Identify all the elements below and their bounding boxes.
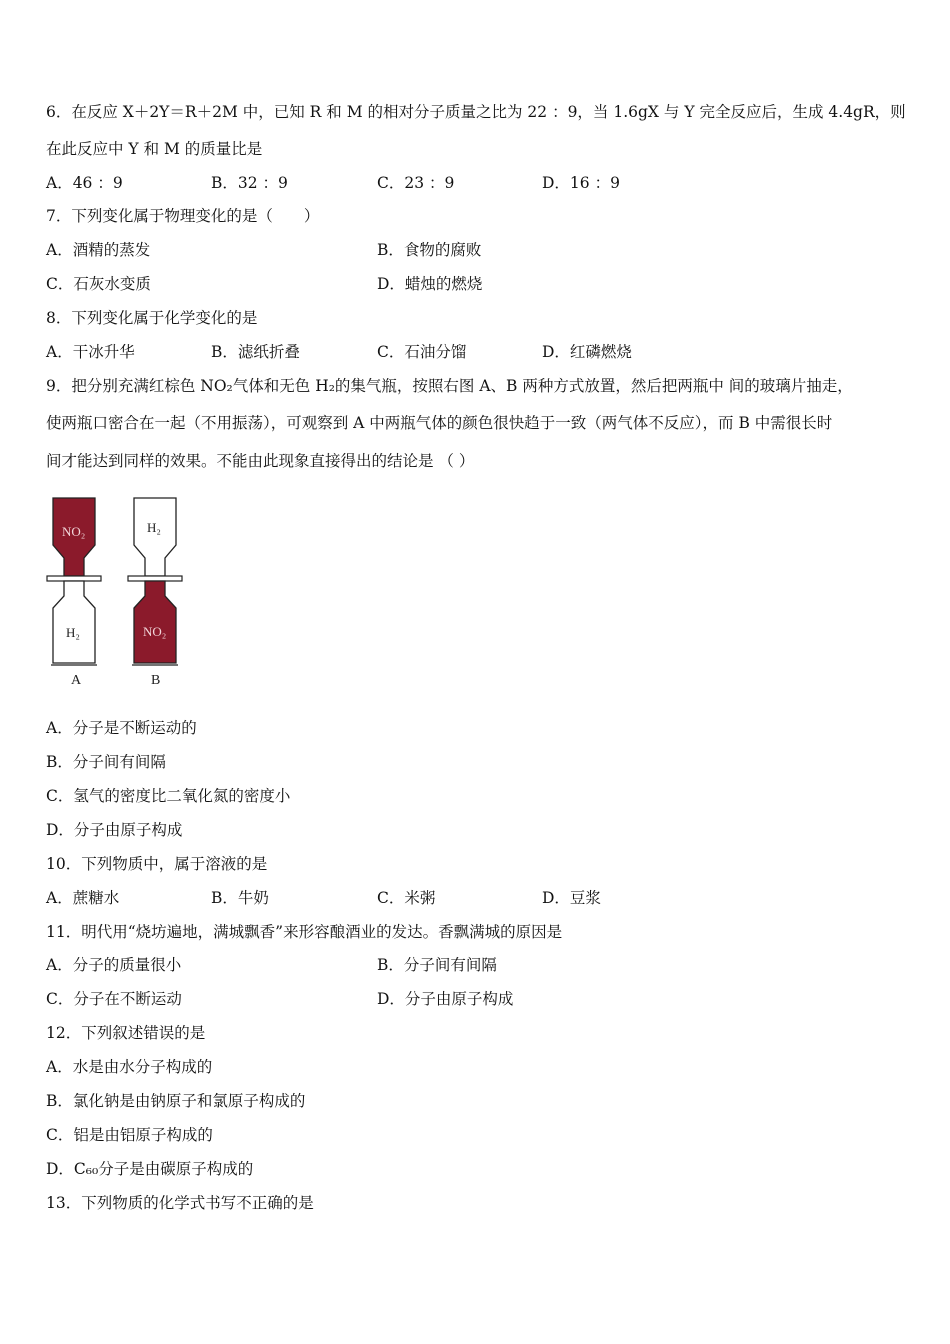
q10-stem: 10．下列物质中，属于溶液的是 bbox=[46, 855, 268, 873]
q8-option-d[interactable]: D．红磷燃烧 bbox=[542, 343, 632, 361]
q6-option-a[interactable]: A．46 ：9 bbox=[46, 174, 123, 192]
bottle-b-bottom-label: NO₂ bbox=[143, 624, 167, 639]
q6-option-b[interactable]: B．32 ：9 bbox=[211, 174, 288, 192]
q7-option-a[interactable]: A．酒精的蒸发 bbox=[46, 241, 151, 259]
q6-stem-line1: 6．在反应 X＋2Y＝R＋2M 中，已知 R 和 M 的相对分子质量之比为 22 ：9，当 1.6gX 与 Y 完全反应后，生成 4.4gR，则 bbox=[46, 103, 906, 121]
q8-stem: 8．下列变化属于化学变化的是 bbox=[46, 309, 258, 327]
q6-stem-line2: 在此反应中 Y 和 M 的质量比是 bbox=[46, 140, 263, 158]
q11-option-d[interactable]: D．分子由原子构成 bbox=[377, 990, 514, 1008]
bottle-setup-a bbox=[47, 498, 101, 688]
q10-option-a[interactable]: A．蔗糖水 bbox=[46, 889, 120, 907]
q12-option-a[interactable]: A．水是由水分子构成的 bbox=[46, 1058, 213, 1076]
q9-option-a[interactable]: A．分子是不断运动的 bbox=[46, 719, 197, 737]
bottle-a-bottom-label: H₂ bbox=[66, 625, 80, 640]
q6-option-d[interactable]: D．16 ：9 bbox=[542, 174, 620, 192]
bottle-b-top-label: H₂ bbox=[147, 520, 161, 535]
q9-stem-line2: 使两瓶口密合在一起（不用振荡），可观察到 A 中两瓶气体的颜色很快趋于一致（两气体不反应），而 B 中需很长时 bbox=[46, 414, 833, 432]
q11-option-a[interactable]: A．分子的质量很小 bbox=[46, 956, 182, 974]
q8-option-b[interactable]: B．滤纸折叠 bbox=[211, 343, 300, 361]
q7-option-d[interactable]: D．蜡烛的燃烧 bbox=[377, 275, 483, 293]
q12-option-c[interactable]: C．铝是由铝原子构成的 bbox=[46, 1126, 213, 1144]
q8-option-a[interactable]: A．干冰升华 bbox=[46, 343, 135, 361]
q12-option-b[interactable]: B．氯化钠是由钠原子和氯原子构成的 bbox=[46, 1092, 306, 1110]
q9-option-d[interactable]: D．分子由原子构成 bbox=[46, 821, 183, 839]
q9-stem-line3: 间才能达到同样的效果。不能由此现象直接得出的结论是 （ ） bbox=[46, 452, 475, 470]
q7-stem: 7．下列变化属于物理变化的是（ ） bbox=[46, 207, 320, 225]
q9-option-c[interactable]: C．氢气的密度比二氧化氮的密度小 bbox=[46, 787, 291, 805]
q11-stem: 11．明代用“烧坊遍地，满城飘香”来形容酿酒业的发达。香飘满城的原因是 bbox=[46, 923, 563, 941]
glass-plate-b bbox=[128, 576, 182, 581]
q7-option-c[interactable]: C．石灰水变质 bbox=[46, 275, 151, 293]
setup-b-label: B bbox=[151, 673, 161, 688]
q11-option-b[interactable]: B．分子间有间隔 bbox=[377, 956, 497, 974]
q6-option-c[interactable]: C．23 ：9 bbox=[377, 174, 455, 192]
q12-option-d[interactable]: D．C₆₀分子是由碳原子构成的 bbox=[46, 1160, 254, 1178]
q11-option-c[interactable]: C．分子在不断运动 bbox=[46, 990, 182, 1008]
q10-option-d[interactable]: D．豆浆 bbox=[542, 889, 601, 907]
bottle-a-top-label: NO₂ bbox=[62, 524, 86, 539]
q9-stem-line1: 9．把分别充满红棕色 NO₂气体和无色 H₂的集气瓶，按照右图 A、B 两种方式放置，然后把两瓶中 间的玻璃片抽走， bbox=[46, 377, 853, 395]
q10-option-b[interactable]: B．牛奶 bbox=[211, 889, 269, 907]
setup-a-label: A bbox=[71, 673, 82, 688]
bottle-b-top bbox=[134, 498, 176, 576]
gas-diffusion-figure bbox=[40, 490, 200, 695]
q12-stem: 12．下列叙述错误的是 bbox=[46, 1024, 206, 1042]
bottle-a-bottom bbox=[53, 581, 95, 663]
q8-option-c[interactable]: C．石油分馏 bbox=[377, 343, 467, 361]
q7-option-b[interactable]: B．食物的腐败 bbox=[377, 241, 482, 259]
bottle-b-bottom bbox=[134, 581, 176, 663]
q10-option-c[interactable]: C．米粥 bbox=[377, 889, 436, 907]
q13-stem: 13．下列物质的化学式书写不正确的是 bbox=[46, 1194, 314, 1212]
bottle-setup-b bbox=[128, 498, 182, 688]
q9-option-b[interactable]: B．分子间有间隔 bbox=[46, 753, 166, 771]
glass-plate-a bbox=[47, 576, 101, 581]
